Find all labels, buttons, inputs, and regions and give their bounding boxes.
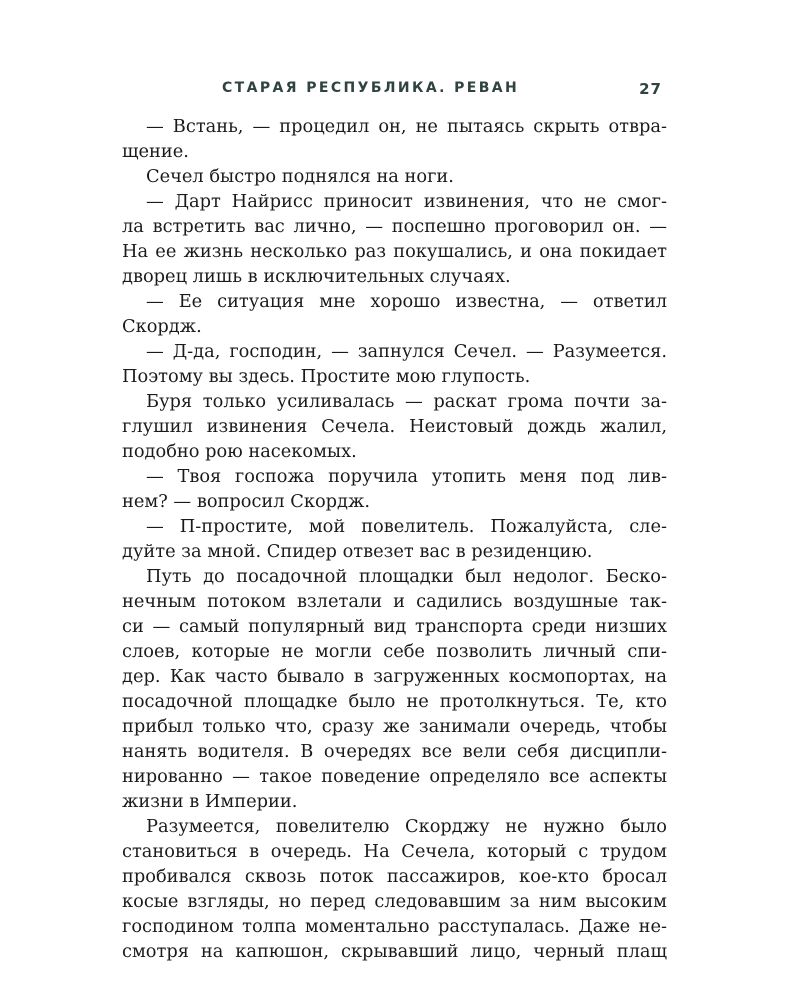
running-title: СТАРАЯ РЕСПУБЛИКА. РЕВАН	[222, 80, 520, 96]
text-line: Разумеется, повелителю Скорджу не нужно было	[146, 816, 667, 837]
text-line: дворец лишь в исключительных случаях.	[122, 266, 511, 287]
text-line: косые взгляды, но перед следовавшим за ним высоким	[122, 891, 667, 912]
text-line: — Встань, — процедил он, не пытаясь скрыть отвра-	[146, 116, 667, 137]
text-line: Сечел быстро поднялся на ноги.	[146, 166, 454, 187]
text-line: подобно рою насекомых.	[122, 441, 357, 462]
text-line: — Дарт Найрисс приносит извинения, что не смог-	[146, 191, 667, 212]
text-body	[122, 114, 667, 964]
text-line: прибыл только что, сразу же занимали очередь, чтобы	[122, 716, 667, 737]
text-line: Путь до посадочной площадки был недолог. Беско-	[146, 566, 667, 587]
text-line: посадочной площадке было не протолкнуться. Те, кто	[122, 691, 667, 712]
text-line: — Ее ситуация мне хорошо известна, — ответил	[146, 291, 667, 312]
text-line: жизни в Империи.	[122, 791, 298, 812]
text-line: нированно — такое поведение определяло все аспекты	[122, 766, 667, 787]
text-line: смотря на капюшон, скрывавший лицо, черный плащ	[122, 941, 667, 962]
text-line: ла встретить вас лично, — поспешно проговорил он. —	[122, 216, 667, 237]
text-line: пробивался сквозь поток пассажиров, кое-кто бросал	[122, 866, 667, 887]
text-line: — Твоя госпожа поручила утопить меня под лив-	[146, 466, 667, 487]
page-number: 27	[639, 80, 662, 98]
text-line: щение.	[122, 141, 189, 162]
text-line: — Д-да, господин, — запнулся Сечел. — Разумеется.	[146, 341, 667, 362]
text-line: — П-простите, мой повелитель. Пожалуйста, сле-	[146, 516, 667, 537]
text-line: нем? — вопросил Скордж.	[122, 491, 370, 512]
text-line: дуйте за мной. Спидер отвезет вас в резиденцию.	[122, 541, 593, 562]
text-line: нанять водителя. В очередях все вели себя дисципли-	[122, 741, 667, 762]
text-line: слоев, которые не могли себе позволить личный спи-	[122, 641, 667, 662]
text-line: нечным потоком взлетали и садились воздушные так-	[122, 591, 667, 612]
text-line: Скордж.	[122, 316, 202, 337]
text-line: господином толпа моментально расступалась. Даже не-	[122, 916, 667, 937]
text-line: становиться в очередь. На Сечела, который с трудом	[122, 841, 667, 862]
text-line: си — самый популярный вид транспорта среди низших	[122, 616, 667, 637]
text-line: Поэтому вы здесь. Простите мою глупость.	[122, 366, 531, 387]
text-line: Буря только усиливалась — раскат грома почти за-	[146, 391, 667, 412]
text-line: глушил извинения Сечела. Неистовый дождь жалил,	[122, 416, 667, 437]
text-line: дер. Как часто бывало в загруженных космопортах, на	[122, 666, 667, 687]
text-line: На ее жизнь несколько раз покушались, и она покидает	[122, 241, 667, 262]
running-head	[122, 80, 662, 100]
